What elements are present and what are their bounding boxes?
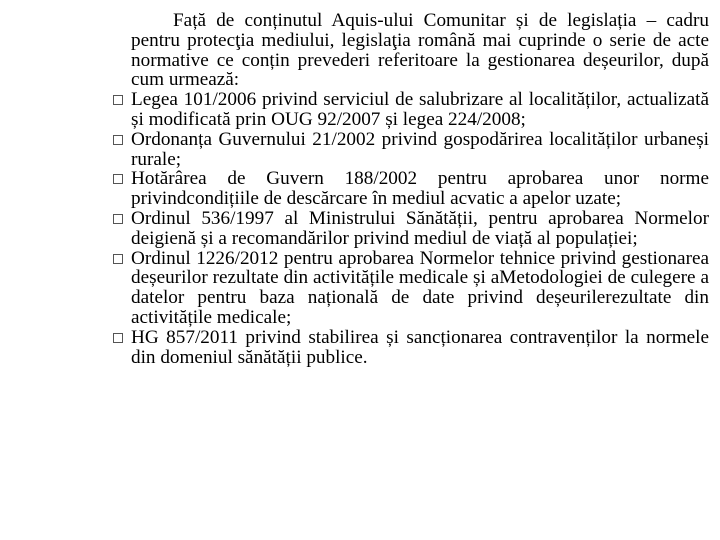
slide-body	[113, 11, 709, 367]
intro-paragraph: Față de conținutul Aquis-ului Comunitar și de legislația – cadru pentru protecţia mediului, legislaţia română mai cuprinde o serie de acte normative ce conțin prevederi referitoare la gestionarea deșeurilor, după cum urmează:	[131, 10, 709, 91]
list-item-text: Legea 101/2006 privind serviciul de salubrizare al localităților, actualizată și modificată prin OUG 92/2007 și legea 224/2008;	[131, 89, 709, 130]
list-item	[113, 130, 709, 170]
list-item-text: Ordinul 536/1997 al Ministrului Sănătății, pentru aprobarea Normelor deigienă și a recomandărilor privind mediul de viață al populației;	[131, 207, 709, 249]
list-item-text: Hotărârea de Guvern 188/2002 pentru aprobarea unor norme privindcondițiile de descărcare în mediul acvatic a apelor uzate;	[131, 168, 709, 210]
list-item	[113, 209, 709, 249]
list-item	[113, 328, 709, 368]
square-bullet-icon	[113, 333, 123, 343]
square-bullet-icon	[113, 254, 123, 264]
square-bullet-icon	[113, 95, 123, 105]
list-item	[113, 249, 709, 328]
list-item-text: HG 857/2011 privind stabilirea și sancționarea contravenților la normele din domeniul sănătății publice.	[131, 326, 709, 368]
list-item-text: Ordonanța Guvernului 21/2002 privind gospodărirea localităților urbaneși rurale;	[131, 128, 709, 170]
list-item	[113, 90, 709, 130]
square-bullet-icon	[113, 135, 123, 145]
list-item-text: Ordinul 1226/2012 pentru aprobarea Normelor tehnice privind gestionarea deșeurilor rezultate din activitățile medicale și aMetodologiei de culegere a datelor pentru baza națională de date privind deșeurilerezultate din activitățile medicale;	[131, 247, 709, 328]
square-bullet-icon	[113, 174, 123, 184]
square-bullet-icon	[113, 214, 123, 224]
legislation-list	[113, 90, 709, 367]
list-item	[113, 169, 709, 209]
